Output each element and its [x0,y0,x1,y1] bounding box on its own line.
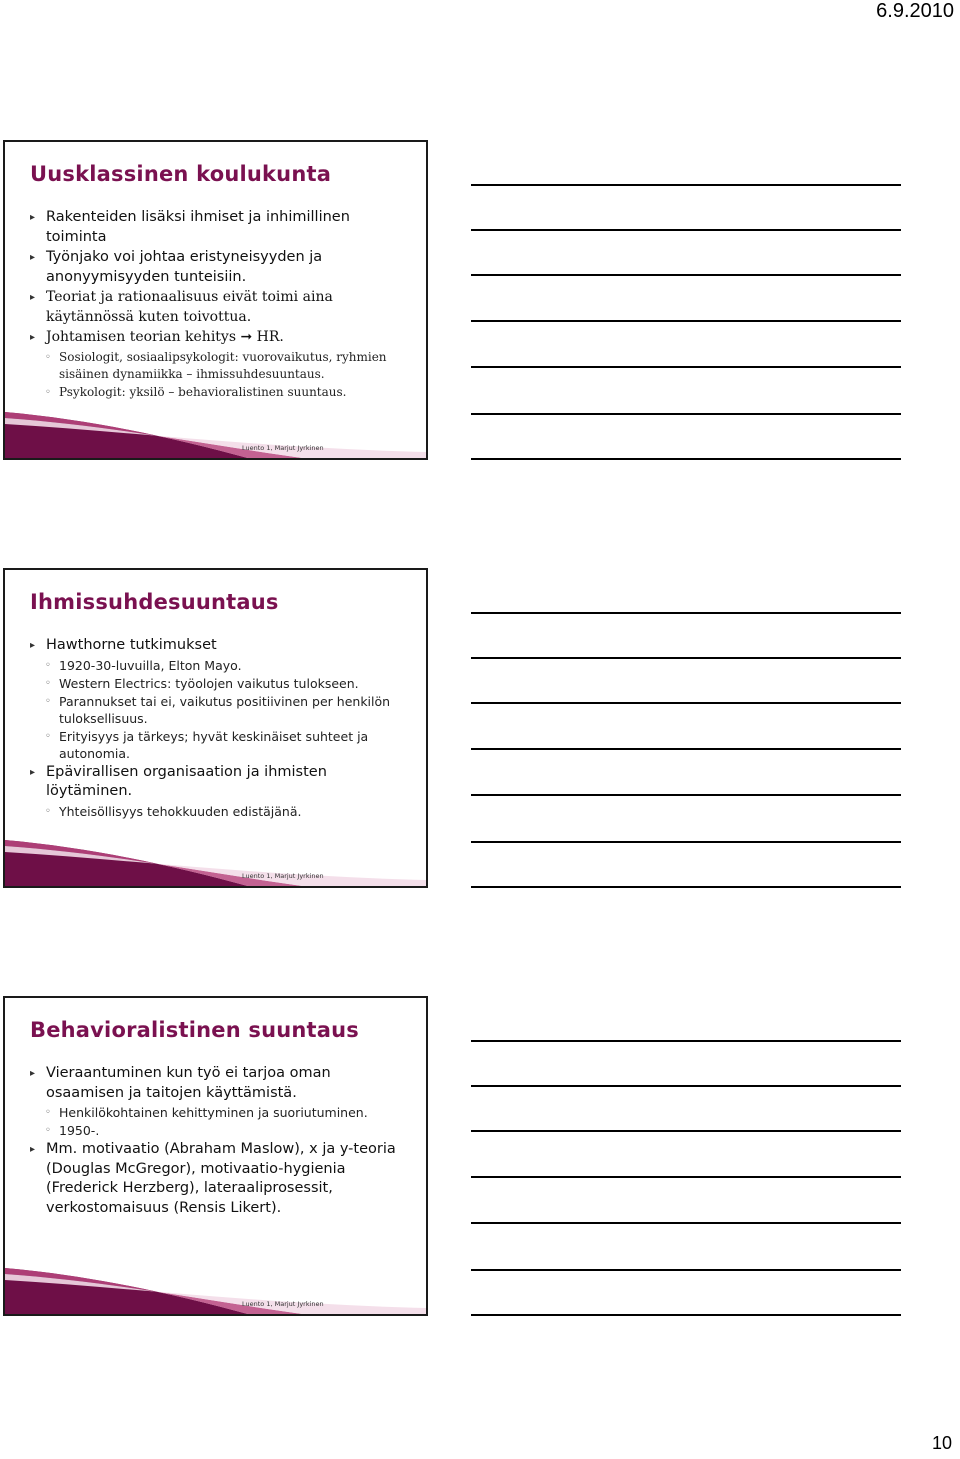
note-line [471,1176,901,1178]
circle-bullet-icon: ◦ [45,1125,51,1136]
bullet-item [25,248,412,287]
triangle-bullet-icon: ▸ [30,332,36,343]
note-line [471,841,901,843]
sub-bullet-text: Psykologit: yksilö – behavioralistinen suuntaus. [59,384,347,399]
circle-bullet-icon: ◦ [45,805,51,817]
note-line [471,229,901,231]
page-date: 6.9.2010 [876,0,954,22]
slide-decorative-band [5,1268,426,1314]
sub-bullet-item [25,657,412,674]
circle-bullet-icon: ◦ [45,1107,51,1118]
bullet-text: Mm. motivaatio (Abraham Maslow), x ja y-teoria (Douglas McGregor), motivaatio-hygienia (Frederick Herzberg), lateraaliprosessit, verkostomaisuus (Rensis Likert). [46,1141,396,1216]
sub-bullet-item [25,803,412,820]
triangle-bullet-icon: ▸ [30,640,36,651]
note-line [471,748,901,750]
triangle-bullet-icon: ▸ [30,766,36,778]
sub-bullet-item [25,1122,412,1139]
bullet-text: Hawthorne tutkimukset [46,637,217,653]
sub-bullet-text: Erityisyys ja tärkeys; hyvät keskinäiset suhteet ja autonomia. [59,728,369,761]
bullet-item [25,208,412,247]
sub-bullet-text: Sosiologit, sosiaalipsykologit: vuorovaikutus, ryhmien sisäinen dynamiikka – ihmissuhdesuuntaus. [59,349,387,381]
note-line [471,1314,901,1316]
slide-title: Uusklassinen koulukunta [30,162,332,186]
bullet-text: Rakenteiden lisäksi ihmiset ja inhimillinen toiminta [46,209,350,245]
sub-bullet-text: 1950-. [59,1123,100,1138]
bullet-text: Johtamisen teorian kehitys ➞ HR. [46,329,284,345]
sub-bullet-item [25,728,412,762]
bullet-item [25,636,412,656]
note-line [471,794,901,796]
note-line [471,657,901,659]
note-line [471,366,901,368]
page-number: 10 [931,1433,952,1453]
triangle-bullet-icon: ▸ [30,252,36,263]
slide-body [25,636,412,821]
sub-bullet-item [25,693,412,727]
sub-bullet-text: Yhteisöllisyys tehokkuuden edistäjänä. [59,803,302,819]
slide-body [25,1064,412,1219]
slide-footer: Luento 1, Marjut Jyrkinen [242,444,324,452]
circle-bullet-icon: ◦ [45,351,51,363]
sub-bullet-text: Parannukset tai ei, vaikutus positiivinen per henkilön tuloksellisuus. [59,693,391,726]
note-line [471,612,901,614]
note-line [471,1222,901,1224]
slide-decorative-band [5,412,426,458]
sub-bullet-text: Western Electrics: työolojen vaikutus tulokseen. [59,675,359,691]
note-line [471,1040,901,1042]
note-line [471,1269,901,1271]
circle-bullet-icon: ◦ [45,677,51,689]
triangle-bullet-icon: ▸ [30,212,36,223]
triangle-bullet-icon: ▸ [30,1144,36,1155]
circle-bullet-icon: ◦ [45,386,51,398]
bullet-text: Vieraantuminen kun työ ei tarjoa oman osaamisen ja taitojen käyttämistä. [46,1065,331,1101]
circle-bullet-icon: ◦ [45,659,51,671]
sub-bullet-text: Henkilökohtainen kehittyminen ja suoriutuminen. [59,1105,368,1120]
slide-2 [3,568,428,888]
sub-bullet-item [25,349,412,383]
note-line [471,886,901,888]
sub-bullet-item [25,1104,412,1121]
note-line [471,1130,901,1132]
note-line [471,274,901,276]
note-line [471,184,901,186]
bullet-item [25,1140,412,1218]
bullet-item [25,288,412,327]
note-line [471,702,901,704]
slide-footer: Luento 1, Marjut Jyrkinen [242,872,324,880]
bullet-item [25,328,412,348]
slide-body [25,208,412,402]
slide-3 [3,996,428,1316]
slide-decorative-band [5,840,426,886]
slide-title: Behavioralistinen suuntaus [30,1018,360,1042]
note-line [471,413,901,415]
slide-footer: Luento 1, Marjut Jyrkinen [242,1300,324,1308]
sub-bullet-item [25,675,412,692]
sub-bullet-text: 1920-30-luvuilla, Elton Mayo. [59,657,242,673]
note-line [471,1085,901,1087]
bullet-item [25,1064,412,1103]
triangle-bullet-icon: ▸ [30,292,36,303]
slide-title: Ihmissuhdesuuntaus [30,590,279,614]
triangle-bullet-icon: ▸ [30,1068,36,1079]
circle-bullet-icon: ◦ [45,695,51,707]
bullet-text: Epävirallisen organisaation ja ihmisten löytäminen. [46,763,327,799]
sub-bullet-item [25,384,412,401]
bullet-text: Työnjako voi johtaa eristyneisyyden ja anonyymisyyden tunteisiin. [46,249,323,285]
circle-bullet-icon: ◦ [45,730,51,742]
note-line [471,458,901,460]
bullet-text: Teoriat ja rationaalisuus eivät toimi aina käytännössä kuten toivottua. [46,289,333,325]
bullet-item [25,763,412,802]
note-line [471,320,901,322]
slide-1 [3,140,428,460]
